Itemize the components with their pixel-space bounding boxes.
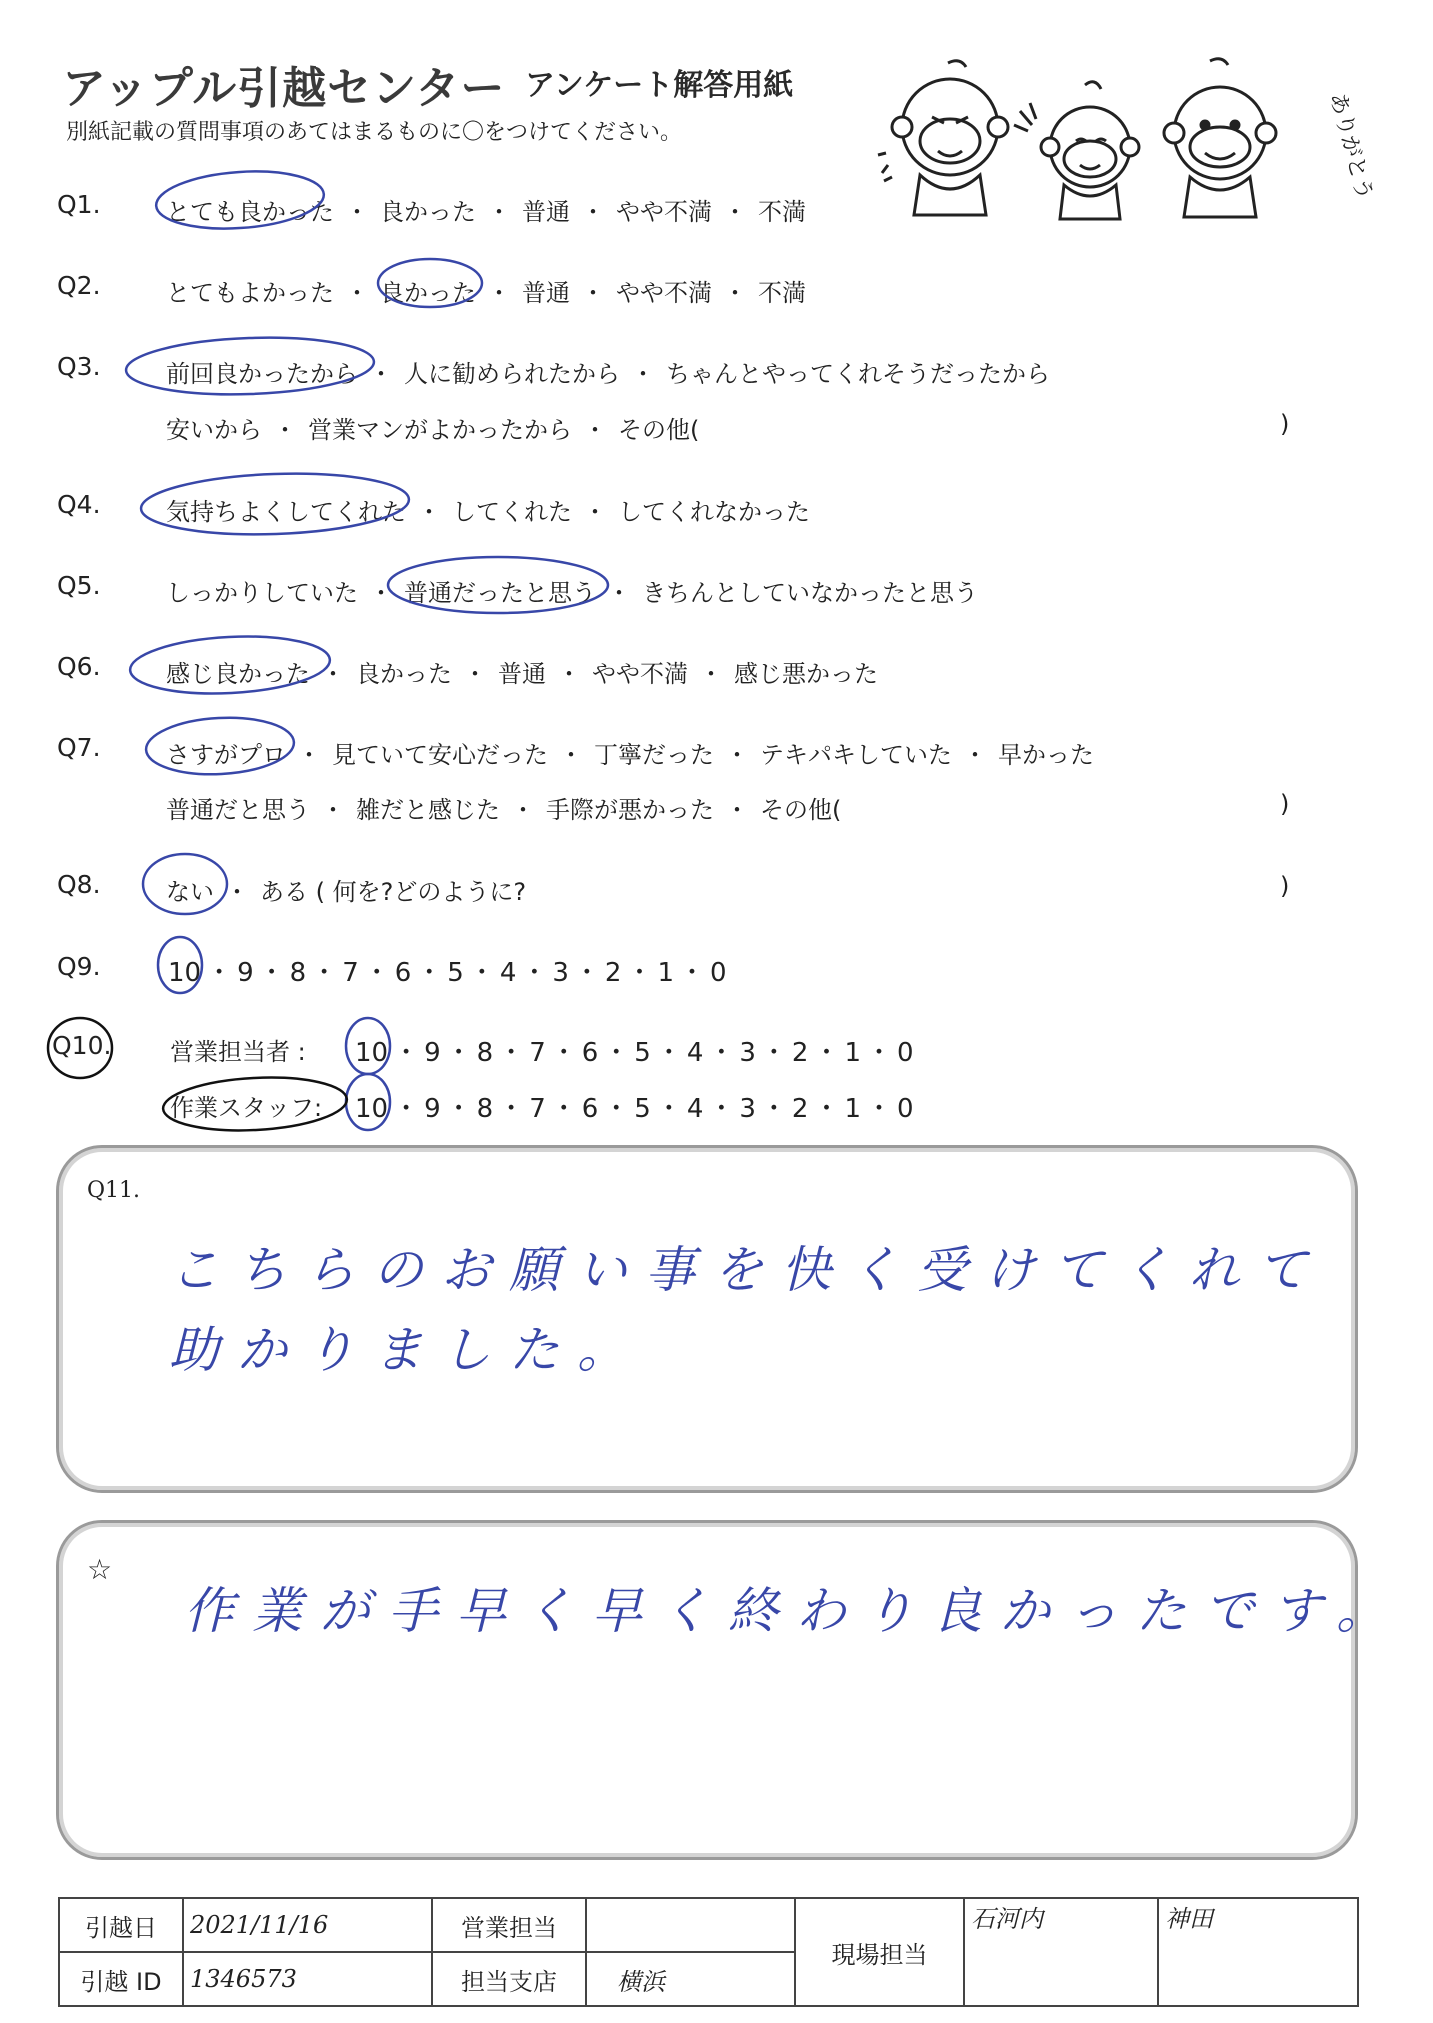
moving-id-value[interactable]: 1346573 — [183, 1952, 432, 2006]
q1-option[interactable]: とても良かった — [166, 198, 334, 226]
q1-option[interactable]: 不満 — [758, 198, 806, 226]
q5-option[interactable]: きちんとしていなかったと思う — [642, 579, 978, 607]
q7-option[interactable]: さすがプロ — [166, 741, 286, 769]
q3-option[interactable]: その他( — [618, 416, 700, 444]
q7-option[interactable]: 雑だと感じた — [356, 796, 500, 824]
q10-sales-score[interactable]: 1 — [844, 1038, 862, 1068]
q3-option[interactable]: 安いから — [166, 416, 262, 444]
q10-sales-score[interactable]: 10 — [355, 1038, 389, 1068]
q1-label: Q1. — [57, 190, 101, 219]
q9-score[interactable]: 0 — [710, 958, 727, 988]
q7-option[interactable]: 見ていて安心だった — [332, 741, 548, 769]
free-comment-answer[interactable]: 作業が手早く早く終わり良かったです。 — [184, 1582, 1404, 1640]
q7-option[interactable]: 普通だと思う — [166, 796, 310, 824]
q10-staff-score[interactable]: 4 — [686, 1094, 704, 1124]
q10-sales-score[interactable]: 6 — [581, 1038, 599, 1068]
q3-options-line1: 前回良かったから ・ 人に勧められたから ・ ちゃんとやってくれそうだったから — [166, 360, 1050, 388]
moving-date-value[interactable]: 2021/11/16 — [183, 1898, 432, 1952]
q4-option[interactable]: してくれなかった — [618, 498, 810, 526]
q5-selection-circle — [388, 557, 608, 613]
q10-label-circle — [48, 1018, 112, 1078]
q10-staff-selection-circle — [346, 1074, 390, 1130]
q5-label: Q5. — [57, 571, 101, 600]
q9-score[interactable]: 8 — [289, 958, 307, 988]
q10-sales-score[interactable]: 7 — [529, 1038, 546, 1068]
q8-close-paren: ) — [1280, 872, 1290, 900]
q9-score[interactable]: 4 — [499, 958, 517, 988]
q10-sales-score[interactable]: 0 — [897, 1038, 914, 1068]
q8-selection-circle — [143, 854, 227, 914]
q10-staff-score[interactable]: 1 — [844, 1094, 862, 1124]
q3-label: Q3. — [57, 352, 101, 381]
q6-selection-circle — [129, 632, 332, 698]
q7-options-line2: 普通だと思う ・ 雑だと感じた ・ 手際が悪かった ・ その他( — [166, 796, 842, 824]
q11-answer-line1[interactable]: こちらのお願い事を快く受けてくれて — [169, 1241, 1325, 1299]
moving-info-table — [58, 1897, 1359, 2007]
q10-staff-score[interactable]: 0 — [897, 1094, 914, 1124]
site-rep-value-1[interactable]: 石河内 — [964, 1898, 1158, 2006]
form-title: アップル引越センター — [62, 63, 506, 114]
q10-staff-label: 作業スタッフ: — [170, 1094, 323, 1122]
q2-label: Q2. — [57, 271, 101, 300]
q1-selection-circle — [154, 166, 325, 234]
q5-option[interactable]: 普通だったと思う — [404, 579, 596, 607]
q11-comment-box — [56, 1145, 1358, 1493]
form-subtitle: アンケート解答用紙 — [525, 68, 794, 103]
q4-options: 気持ちよくしてくれた ・ してくれた ・ してくれなかった — [166, 498, 810, 526]
q10-staff-score[interactable]: 7 — [529, 1094, 546, 1124]
q10-staff-label-circle — [162, 1073, 348, 1135]
q2-option[interactable]: やや不満 — [616, 279, 712, 307]
sales-rep-label: 営業担当 — [432, 1898, 586, 1952]
q7-selection-circle — [145, 714, 296, 778]
q4-option[interactable]: してくれた — [452, 498, 572, 526]
thanks-text: ありがとう — [1324, 90, 1377, 203]
q3-options-line2: 安いから ・ 営業マンがよかったから ・ その他( — [166, 416, 700, 444]
q7-close-paren: ) — [1280, 790, 1290, 818]
q7-option[interactable]: 丁寧だった — [594, 741, 714, 769]
q1-option[interactable]: やや不満 — [616, 198, 712, 226]
q1-options: とても良かった ・ 良かった ・ 普通 ・ やや不満 ・ 不満 — [166, 198, 806, 226]
q9-score[interactable]: 2 — [604, 958, 622, 988]
q9-scale: 10 ・ 9 ・ 8 ・ 7 ・ 6 ・ 5 ・ 4 ・ 3 ・ 2 ・ 1 ・ 0 — [168, 958, 727, 988]
q10-sales-score[interactable]: 3 — [739, 1038, 756, 1068]
q9-score[interactable]: 7 — [342, 958, 359, 988]
q9-score[interactable]: 9 — [237, 958, 254, 988]
q9-score[interactable]: 10 — [168, 958, 202, 988]
q7-option[interactable]: その他( — [760, 796, 842, 824]
q8-label: Q8. — [57, 870, 101, 899]
q6-option[interactable]: 感じ悪かった — [734, 660, 878, 688]
q1-option[interactable]: 良かった — [380, 198, 476, 226]
q9-score[interactable]: 1 — [657, 958, 675, 988]
q10-sales-score[interactable]: 2 — [791, 1038, 809, 1068]
q6-options: 感じ良かった ・ 良かった ・ 普通 ・ やや不満 ・ 感じ悪かった — [166, 660, 878, 688]
q3-option[interactable]: 人に勧められたから — [404, 360, 620, 388]
q8-option[interactable]: ある ( 何を?どのように? — [260, 878, 527, 906]
q1-option[interactable]: 普通 — [522, 198, 570, 226]
q10-staff-score[interactable]: 9 — [424, 1094, 441, 1124]
q4-selection-circle — [140, 469, 410, 538]
q10-staff-scale: 10 ・ 9 ・ 8 ・ 7 ・ 6 ・ 5 ・ 4 ・ 3 ・ 2 ・ 1 ・ 0 — [355, 1094, 914, 1124]
moving-date-label: 引越日 — [59, 1898, 183, 1952]
q10-staff-score[interactable]: 10 — [355, 1094, 389, 1124]
q10-sales-scale: 10 ・ 9 ・ 8 ・ 7 ・ 6 ・ 5 ・ 4 ・ 3 ・ 2 ・ 1 ・ 0 — [355, 1038, 914, 1068]
q10-sales-score[interactable]: 8 — [476, 1038, 494, 1068]
q10-staff-score[interactable]: 3 — [739, 1094, 756, 1124]
form-instruction: 別紙記載の質問事項のあてはまるものに〇をつけてください。 — [66, 120, 683, 145]
free-comment-box — [56, 1520, 1404, 1860]
q2-option[interactable]: 普通 — [522, 279, 570, 307]
q11-answer-line2[interactable]: 助かりました。 — [169, 1321, 645, 1379]
q7-label: Q7. — [57, 733, 101, 762]
site-rep-label: 現場担当 — [795, 1898, 964, 2006]
q6-label: Q6. — [57, 652, 101, 681]
q2-option[interactable]: とてもよかった — [166, 279, 334, 307]
q2-option[interactable]: 良かった — [380, 279, 476, 307]
q7-option[interactable]: 手際が悪かった — [546, 796, 714, 824]
q4-label: Q4. — [57, 490, 101, 519]
q9-score[interactable]: 5 — [447, 958, 464, 988]
q4-option[interactable]: 気持ちよくしてくれた — [166, 498, 406, 526]
q2-option[interactable]: 不満 — [758, 279, 806, 307]
q10-sales-selection-circle — [346, 1018, 390, 1074]
q10-sales-score[interactable]: 4 — [686, 1038, 704, 1068]
q8-options: ない ・ ある ( 何を?どのように? — [166, 878, 527, 906]
branch-value[interactable]: 横浜 — [586, 1952, 795, 2006]
q3-selection-circle — [125, 334, 375, 399]
q10-staff-score[interactable]: 8 — [476, 1094, 494, 1124]
site-rep-value-2[interactable]: 神田 — [1158, 1898, 1358, 2006]
sales-rep-value[interactable] — [586, 1898, 795, 1952]
q8-option[interactable]: ない — [166, 878, 214, 906]
q10-staff-score[interactable]: 6 — [581, 1094, 599, 1124]
q6-option[interactable]: 普通 — [498, 660, 546, 688]
q10-sales-score[interactable]: 5 — [634, 1038, 651, 1068]
q10-sales-score[interactable]: 9 — [424, 1038, 441, 1068]
q10-label: Q10. — [52, 1031, 112, 1060]
q6-option[interactable]: 良かった — [356, 660, 452, 688]
q9-score[interactable]: 3 — [552, 958, 569, 988]
q2-options: とてもよかった ・ 良かった ・ 普通 ・ やや不満 ・ 不満 — [166, 279, 806, 307]
q7-option[interactable]: テキパキしていた — [760, 741, 952, 769]
q9-selection-circle — [158, 937, 202, 993]
q3-option[interactable]: 前回良かったから — [166, 360, 358, 388]
q9-label: Q9. — [57, 952, 101, 981]
q5-options: しっかりしていた ・ 普通だったと思う ・ きちんとしていなかったと思う — [166, 579, 978, 607]
q9-score[interactable]: 6 — [394, 958, 412, 988]
q6-option[interactable]: やや不満 — [592, 660, 688, 688]
q10-staff-score[interactable]: 5 — [634, 1094, 651, 1124]
q11-label: Q11. — [87, 1178, 141, 1203]
q2-selection-circle — [378, 259, 482, 307]
star-icon: ☆ — [87, 1553, 113, 1586]
q3-option[interactable]: 営業マンがよかったから — [308, 416, 572, 444]
q7-options-line1: さすがプロ ・ 見ていて安心だった ・ 丁寧だった ・ テキパキしていた ・ 早かった — [166, 741, 1094, 769]
q6-option[interactable]: 感じ良かった — [166, 660, 310, 688]
moving-id-label: 引越 ID — [59, 1952, 183, 2006]
q5-option[interactable]: しっかりしていた — [166, 579, 358, 607]
q3-option[interactable]: ちゃんとやってくれそうだったから — [666, 360, 1050, 388]
q7-option[interactable]: 早かった — [998, 741, 1094, 769]
q10-staff-score[interactable]: 2 — [791, 1094, 809, 1124]
branch-label: 担当支店 — [432, 1952, 586, 2006]
q3-close-paren: ) — [1280, 410, 1290, 438]
q10-sales-label: 営業担当者 : — [170, 1038, 306, 1066]
